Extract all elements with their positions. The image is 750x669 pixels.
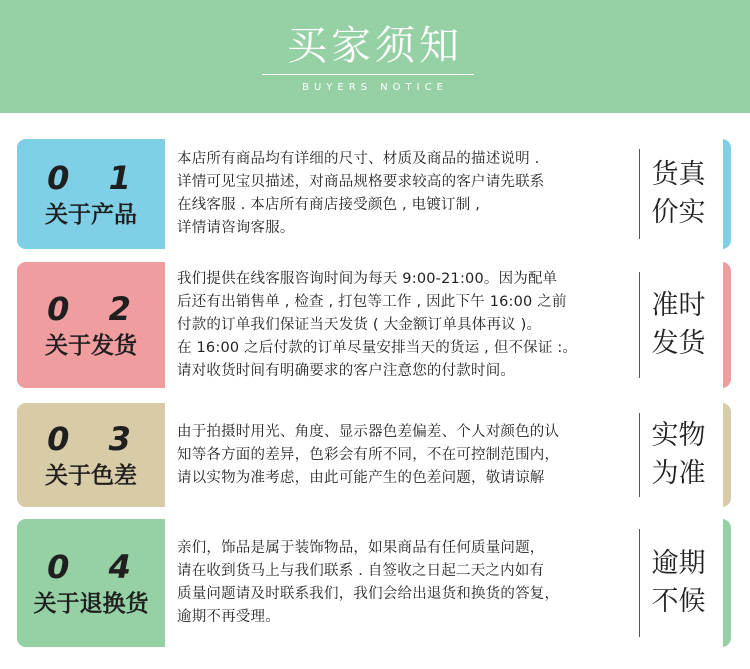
description-line: 请对收货时间有明确要求的客户注意您的付款时间。	[177, 362, 516, 379]
card-description	[177, 148, 625, 240]
description-line: 在线客服 . 本店所有商店接受颜色 , 电镀订制 ,	[177, 197, 481, 213]
card-label: 关于色差	[45, 463, 137, 489]
card-body	[165, 403, 723, 507]
description-line: 我们提供在线客服咨询时间为每天 9:00-21:00。因为配单	[177, 270, 558, 287]
tag-line: 逾期	[651, 548, 706, 579]
card-number: 0 4	[47, 548, 145, 586]
tag-line: 价实	[651, 197, 706, 228]
card-edge	[723, 262, 731, 388]
title-divider	[262, 74, 474, 75]
card-number: 0 3	[47, 420, 145, 458]
notice-card-product	[17, 139, 731, 249]
card-label: 关于退换货	[33, 591, 149, 617]
description-line: 逾期不再受理。	[177, 609, 280, 625]
card-label: 关于发货	[45, 333, 137, 359]
card-heading	[17, 519, 165, 647]
notice-card-color	[17, 403, 731, 507]
notice-card-returns	[17, 519, 731, 647]
description-line: 在 16:00 之后付款的订单尽量安排当天的货运 , 但不保证 :。	[177, 339, 578, 356]
description-line: 请以实物为准考虑，由此可能产生的色差问题，敬请谅解	[177, 469, 545, 486]
card-label: 关于产品	[45, 202, 137, 228]
description-line: 质量问题请及时联系我们，我们会给出退货和换货的答复，	[177, 586, 560, 602]
card-tag	[640, 545, 723, 621]
tag-line: 准时	[651, 290, 706, 321]
card-body	[165, 262, 723, 388]
card-description	[177, 421, 625, 490]
card-number: 0 1	[47, 159, 145, 197]
tag-line: 实物	[651, 420, 706, 451]
description-line: 亲们，饰品是属于装饰物品，如果商品有任何质量问题，	[177, 540, 545, 556]
card-tag	[640, 156, 723, 232]
card-tag	[640, 287, 723, 363]
card-heading	[17, 139, 165, 249]
page-subtitle: BUYERS NOTICE	[302, 82, 448, 93]
card-description	[177, 268, 625, 383]
description-line: 后还有出销售单 , 检查 , 打包等工作 , 因此下午 16:00 之前	[177, 293, 567, 310]
card-description	[177, 537, 625, 629]
card-tag	[640, 417, 723, 493]
description-line: 详情可见宝贝描述，对商品规格要求较高的客户请先联系	[177, 174, 545, 190]
tag-line: 货真	[651, 159, 706, 190]
card-edge	[723, 139, 731, 249]
card-edge	[723, 519, 731, 647]
description-line: 知等各方面的差异，色彩会有所不同，不在可控制范围内，	[177, 446, 560, 463]
card-body	[165, 519, 723, 647]
description-line: 付款的订单我们保证当天发货 ( 大金额订单具体再议 )。	[177, 316, 542, 333]
card-body	[165, 139, 723, 249]
card-heading	[17, 262, 165, 388]
description-line: 详情请咨询客服。	[177, 220, 295, 236]
tag-line: 发货	[651, 328, 706, 359]
description-line: 本店所有商品均有详细的尺寸、材质及商品的描述说明 .	[177, 151, 540, 167]
tag-line: 为准	[651, 458, 706, 489]
tag-line: 不候	[651, 586, 706, 617]
description-line: 由于拍摄时用光、角度、显示器色差偏差、个人对颜色的认	[177, 423, 560, 440]
header-banner	[0, 0, 750, 113]
card-number: 0 2	[47, 290, 145, 328]
notice-card-shipping	[17, 262, 731, 388]
description-line: 请在收到货马上与我们联系 . 自签收之日起二天之内如有	[177, 563, 545, 579]
card-heading	[17, 403, 165, 507]
card-edge	[723, 403, 731, 507]
page-title: 买家须知	[287, 23, 463, 69]
